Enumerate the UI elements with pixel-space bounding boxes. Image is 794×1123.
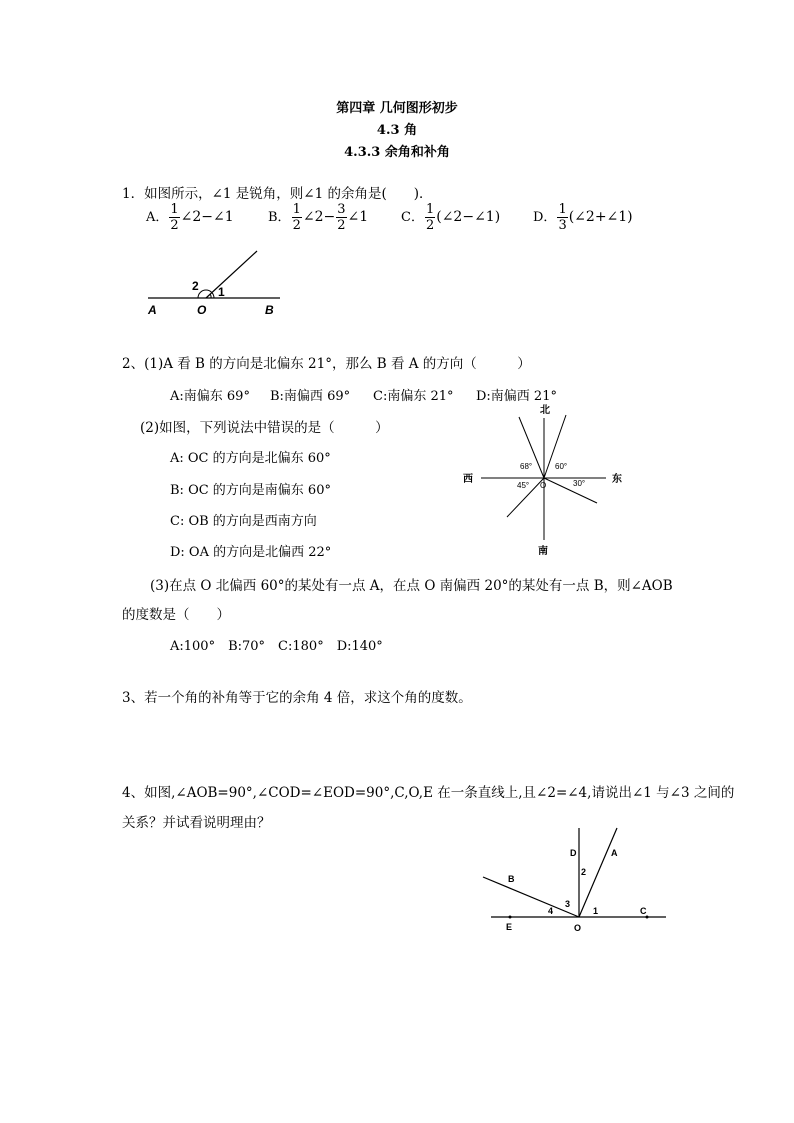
q2-part2-option-c: C: OB 的方向是西南方向	[170, 514, 317, 529]
q2-part1-option-d: D:南偏西 21°	[476, 389, 557, 404]
label-b: B	[265, 303, 274, 317]
label-angle-4: 4	[548, 906, 554, 916]
angle-arc-1	[210, 294, 211, 298]
label-east: 东	[612, 474, 622, 485]
label-45: 45°	[517, 481, 530, 490]
q2-part1-stem: 2、(1)A 看 B 的方向是北偏东 21°，那么 B 看 A 的方向（ ）	[122, 356, 531, 372]
label-b: B	[508, 874, 515, 884]
label-o: O	[540, 481, 547, 490]
label-o: O	[574, 923, 582, 933]
label-angle-2: 2	[192, 279, 199, 293]
label-68: 68°	[520, 462, 533, 471]
ray-oc	[544, 478, 597, 503]
q2-part3-line1: (3)在点 O 北偏西 60°的某处有一点 A，在点 O 南偏西 20°的某处有一点 B，则∠AOB	[150, 578, 673, 594]
q4-line1: 4、如图,∠AOB=90°,∠COD=∠EOD=90°,C,O,E 在一条直线上,且∠2=∠4,请说出∠1 与∠3 之间的	[122, 785, 735, 801]
q3-stem: 3、若一个角的补角等于它的余角 4 倍，求这个角的度数。	[122, 690, 472, 706]
label-c: C	[640, 906, 647, 916]
q2-part2-stem: (2)如图，下列说法中错误的是（ ）	[140, 420, 389, 436]
q2-part1-option-b: B:南偏西 69°	[270, 389, 351, 404]
q2-part3-line2: 的度数是（ ）	[122, 607, 230, 623]
label-angle-1: 1	[593, 906, 599, 916]
q1-option-a: A． $\frac{1}{2}$ ∠2−∠1	[146, 202, 234, 233]
q2-part1-option-c: C:南偏东 21°	[373, 389, 454, 404]
label-west: 西	[463, 474, 473, 485]
ray-oc	[206, 251, 257, 298]
q2-part3-options: A:100° B:70° C:180° D:140°	[170, 639, 383, 654]
q1-option-c: C． $\frac{1}{2}$ (∠2−∠1)	[401, 202, 501, 233]
ray-ob	[483, 877, 579, 917]
label-60: 60°	[555, 462, 568, 471]
q1-option-b: B． $\frac{1}{2}$ ∠2− $\frac{3}{2}$ ∠1	[268, 202, 369, 233]
subsection-title: 4.3.3 余角和补角	[344, 145, 450, 160]
label-angle-2: 2	[581, 867, 587, 877]
label-30: 30°	[573, 479, 586, 488]
q4-line2: 关系？并试看说明理由？	[122, 815, 271, 831]
q2-part2-option-d: D: OA 的方向是北偏西 22°	[170, 545, 332, 560]
q2-part2-option-a: A: OC 的方向是北偏东 60°	[170, 451, 331, 466]
label-angle-1: 1	[218, 285, 225, 299]
label-north: 北	[540, 405, 550, 416]
q2-part2-option-b: B: OC 的方向是南偏东 60°	[170, 483, 331, 498]
label-south: 南	[538, 546, 548, 557]
angle-arc-2	[198, 290, 214, 298]
q1-figure	[140, 245, 290, 320]
section-title: 4.3 角	[376, 123, 418, 138]
point-e	[509, 916, 512, 919]
label-d: D	[570, 848, 577, 858]
label-angle-3: 3	[565, 899, 571, 909]
q2-part1-option-a: A:南偏东 69°	[170, 389, 250, 404]
q1-stem: 1．如图所示，∠1 是锐角，则∠1 的余角是( )．	[122, 186, 433, 202]
q2-compass-figure	[455, 400, 635, 558]
label-a: A	[611, 848, 618, 858]
label-a: A	[148, 303, 157, 317]
chapter-title: 第四章 几何图形初步	[336, 101, 458, 116]
label-o: O	[197, 303, 207, 317]
label-e: E	[506, 922, 513, 932]
q4-figure	[480, 823, 675, 938]
q1-option-d: D． $\frac{1}{3}$ (∠2+∠1)	[533, 202, 633, 233]
